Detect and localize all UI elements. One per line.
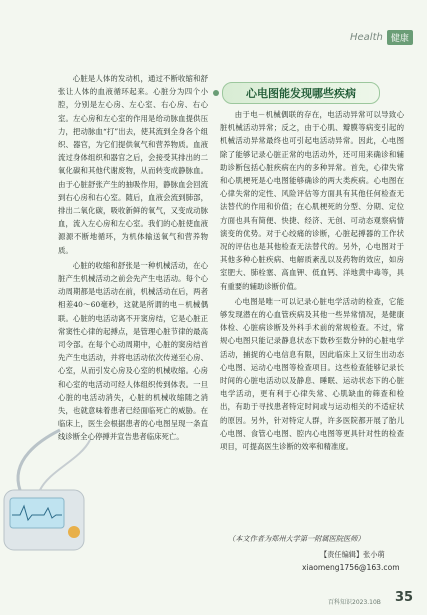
section-label-cn: 健康: [387, 30, 413, 45]
editor-email: xiaomeng1756@163.com: [302, 563, 400, 572]
left-paragraph-2: 心脏的收缩和舒张是一种机械活动，在心脏产生机械活动之前会先产生电活动。每个心动周期都是电活动在前，机械活动在后，两者相差40～60毫秒，这就是所谓的电－机械偶联。心脏的电活动离不开窦房结，它是心脏正常窦性心律的起搏点，是管理心脏节律的最高司令部。在每个心动周期中，心脏的窦房结首先产生电活动，并将电活动依次传递至心房、心室，从而引发心房及心室的机械收缩。心房和心室的电活动可经人体组织传到体表。一旦心脏的电活动消失，心脏的机械收缩随之消失，也就意味着患者已经面临死亡的威胁。在临床上，医生会根据患者的心电图呈现一条直线诊断全心停搏并宣告患者临床死亡。: [58, 260, 208, 442]
page-number: 35: [395, 590, 414, 605]
editor-credit: 【责任编辑】张小萌: [320, 550, 385, 559]
left-paragraph-1: 心脏是人体的发动机，通过不断收缩和舒张让人体的血液循环起来。心脏分为四个小腔，分别是左心房、左心室、右心房、右心室。左心房和左心室的作用是给动脉血提供压力，把动脉血“打”出去，使其流到全身各个组织、器官，为它们提供氧气和营养物质。血液流过身体组织和器官之后，会接受其排出的二氧化碳和其他代谢废物，从而转变成静脉血。由于心脏舒张产生的抽吸作用，静脉血会回流到右心房和右心室。随后，血液会流到肺部，排出二氧化碳，吸收新鲜的氧气，又变成动脉血，流入左心房和左心室。我们的心脏使血液源源不断地循环，为机体输送氧气和营养物质。: [58, 74, 208, 255]
section-label-en: Health: [350, 32, 383, 43]
right-column: [220, 108, 404, 453]
journal-footer: 百科知识2023.10B: [328, 599, 381, 606]
right-paragraph-1: 由于电－机械偶联的存在，电活动异常可以导致心脏机械活动异常；反之，由于心肌、瓣膜等病变引起的机械活动异常最终也可引起电活动异常。因此，心电图除了能够记录心脏正常的电活动外，还可用来确诊和辅助诊断包括心脏疾病在内的多种异常。首先，心律失常和心肌梗死是心电图能够确诊的两大类疾病。心电图在心律失常的定性、风险评估等方面具有其他任何检查无法替代的作用和价值；在心肌梗死的分型、分期、定位方面也具有简便、快捷、经济、无创、可动态观察病情演变的优势。对于心绞痛的诊断，心脏起搏器的工作状况的评估也是其他检查无法替代的。另外，心电图对于其他多种心脏疾病、电解质紊乱以及药物的效应，如房室肥大、肺栓塞、高血钾、低血钙、洋地黄中毒等，具有重要的辅助诊断价值。: [220, 110, 404, 291]
left-column: [58, 72, 208, 444]
title-bullet-icon: [213, 90, 219, 96]
article-title-box: [222, 82, 380, 104]
ecg-machine-illustration: [0, 420, 96, 580]
author-note: （本文作者为郑州大学第一附属医院医师）: [228, 534, 365, 543]
section-header: [350, 30, 413, 45]
right-paragraph-2: 心电图是唯一可以记录心脏电学活动的检查，它能够发现潜在的心血管疾病及其他一些异常情况，是健康体检、心脏病诊断及外科手术前的常规检查。不过，常规心电图只能记录静息状态下数秒至数分钟的心脏电学活动，捕捉的心电信息有限，因此临床上又衍生出动态心电图、运动心电图等检查项目。这些检查能够记录长时间的心脏电活动以及静息、睡眠、运动状态下的心脏电学活动，更有利于心律失常、心肌缺血的筛查和检出，有助于寻找患者特定时间或与运动相关的不适症状的原因。另外，针对特定人群，许多医院都开展了胎儿心电图、食管心电图、腔内心电图等更具针对性的检查项目，可提高医生诊断的效率和精准度。: [220, 296, 404, 452]
article-title: 心电图能发现哪些疾病: [246, 87, 356, 100]
